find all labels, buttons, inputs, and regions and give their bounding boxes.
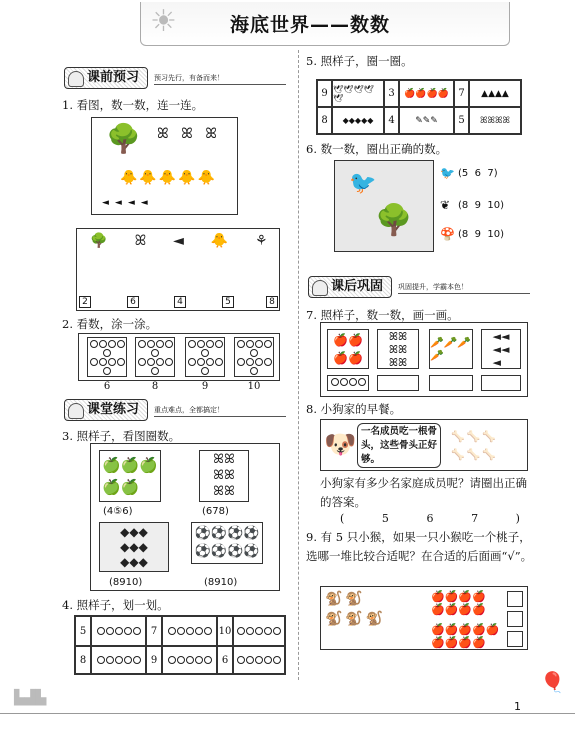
q7-box — [320, 322, 528, 397]
question-9: 9. 有 5 只小猴，如果一只小猴吃一个桃子，选哪一堆比较合适呢？在合适的后面画“√”。 — [306, 530, 533, 563]
q5-pictures[interactable]: ▲▲▲▲ — [469, 80, 521, 107]
classwork-label: 课堂练习 — [64, 399, 148, 421]
q1-icons-row — [77, 233, 281, 249]
fish-icon: ◄◄◄◄ — [102, 198, 154, 208]
q1-number[interactable]: 8 — [266, 296, 278, 308]
tree-icon: 🌳 — [90, 233, 108, 249]
butterfly-icon: ꕤ ꕤ ꕤ — [157, 126, 221, 142]
q8-option[interactable]: 7 — [471, 512, 479, 525]
q5-table — [316, 79, 522, 135]
q5-pictures[interactable]: ✎✎✎ — [399, 107, 454, 134]
q4-number: 8 — [75, 646, 91, 674]
q4-circles[interactable] — [233, 646, 285, 674]
q2-number: 8 — [151, 381, 159, 392]
q4-number: 10 — [217, 616, 233, 646]
q4-number: 6 — [217, 646, 233, 674]
q8-option[interactable]: 6 — [426, 512, 434, 525]
q5-pictures[interactable]: ◆◆◆◆◆ — [332, 107, 384, 134]
question-4: 4. 照样子，划一划。 — [62, 598, 169, 612]
page-title: 海底世界——数数 — [230, 14, 391, 36]
fish-icon: ◄ — [173, 233, 184, 249]
apple-picture: 🍏🍏🍏 🍏🍏 — [99, 450, 161, 502]
question-1: 1. 看图，数一数，连一连。 — [62, 98, 204, 112]
monkey-icon: 🐒🐒 🐒🐒🐒 — [325, 591, 387, 627]
q7-picture: ◄◄ ◄◄ ◄ — [481, 329, 521, 369]
q6-options[interactable]: (5 6 7) — [458, 168, 498, 179]
mushroom-icon: 🍄 — [440, 227, 455, 241]
q1-number[interactable]: 5 — [222, 296, 234, 308]
footer-skyline — [0, 700, 575, 714]
football-picture: ⚽⚽⚽⚽ ⚽⚽⚽⚽ — [191, 522, 263, 564]
tree-icon: 🌳 — [375, 203, 413, 238]
question-6: 6. 数一数，圈出正确的数。 — [306, 142, 448, 156]
q7-answer-box[interactable] — [377, 375, 419, 391]
q3-answer[interactable]: (8910) — [204, 577, 238, 588]
q2-card[interactable] — [185, 337, 225, 392]
butterfly-picture: ꕤꕤ ꕤꕤ ꕤꕤ — [199, 450, 249, 502]
q1-scene-image — [91, 117, 238, 215]
q2-number: 6 — [103, 381, 111, 392]
q2-card[interactable] — [87, 337, 127, 392]
q5-number: 3 — [384, 80, 399, 107]
q4-number: 5 — [75, 616, 91, 646]
q3-answer[interactable]: (4⑤6) — [103, 506, 133, 517]
chick-icon: 🐥 — [210, 233, 229, 249]
q4-circles[interactable] — [233, 616, 285, 646]
speech-bubble: 一名成员吃一根骨头，这些骨头正好够。 — [357, 423, 441, 468]
column-divider — [298, 50, 299, 680]
classwork-slogan: 重点难点，全都搞定！ — [154, 403, 286, 417]
tree-icon: 🌳 — [106, 122, 141, 155]
checkmark-box[interactable] — [507, 591, 523, 607]
q5-pictures[interactable]: 🍎🍎🍎🍎 — [399, 80, 454, 107]
q8-box — [320, 419, 528, 471]
q3-box — [90, 443, 280, 591]
q8-options: ( 5 6 7 ) — [340, 512, 520, 525]
bone-icon: 🦴🦴🦴 🦴🦴🦴 — [451, 430, 499, 461]
bird-icon: 🐦 — [349, 171, 377, 196]
checkmark-box[interactable] — [507, 611, 523, 627]
preview-slogan: 预习先行，有备而来！ — [154, 71, 286, 85]
q3-answer[interactable]: (8910) — [109, 577, 143, 588]
q4-number: 9 — [146, 646, 162, 674]
q3-answer[interactable]: (678) — [202, 506, 229, 517]
q7-picture: 🍎🍎 🍎🍎 — [327, 329, 369, 369]
q5-pictures[interactable]: 🕊🕊🕊🕊🕊 — [332, 80, 384, 107]
sun-icon: ☀ — [150, 4, 177, 39]
building-icon: ▙▟▙ — [14, 690, 47, 706]
q4-circles[interactable] — [162, 646, 217, 674]
q5-number: 8 — [317, 107, 332, 134]
question-5: 5. 照样子，圈一圈。 — [306, 54, 413, 68]
checkmark-box[interactable] — [507, 631, 523, 647]
review-slogan: 巩固提升，学霸本色！ — [398, 280, 530, 294]
q9-box — [320, 586, 528, 650]
q1-number[interactable]: 6 — [127, 296, 139, 308]
bird-icon: 🐦 — [440, 166, 455, 180]
q7-answer-box[interactable] — [429, 375, 473, 391]
dog-icon: 🐶 — [324, 430, 357, 460]
review-label: 课后巩固 — [308, 276, 392, 298]
preview-label: 课前预习 — [64, 67, 148, 89]
question-2: 2. 看数，涂一涂。 — [62, 317, 158, 331]
peach-pile: 🍎🍎🍎🍎 🍎🍎🍎🍎 — [431, 590, 486, 616]
peach-pile: 🍎🍎🍎🍎🍎 🍎🍎🍎🍎 — [431, 623, 500, 649]
q2-box — [78, 333, 280, 392]
q1-number[interactable]: 2 — [79, 296, 91, 308]
q1-match-box — [76, 228, 280, 311]
q4-circles[interactable] — [162, 616, 217, 646]
q2-number: 10 — [247, 381, 261, 392]
q6-scene-image — [334, 160, 434, 252]
flower-icon: ⚘ — [254, 233, 268, 249]
q2-number: 9 — [201, 381, 209, 392]
butterfly-icon: ꕤ — [134, 233, 147, 249]
q8-question: 小狗家有多少名家庭成员呢？请圈出正确的答案。 — [320, 476, 527, 509]
chick-icon: 🐥🐥🐥🐥🐥 — [120, 170, 218, 186]
question-7: 7. 照样子，数一数，画一画。 — [306, 308, 459, 322]
preview-banner — [64, 66, 286, 90]
q2-card[interactable] — [135, 337, 175, 392]
q5-number: 4 — [384, 107, 399, 134]
question-8: 8. 小狗家的早餐。 — [306, 402, 402, 416]
q2-card[interactable] — [234, 337, 274, 392]
q5-number: 9 — [317, 80, 332, 107]
q6-options[interactable]: (8 9 10) — [458, 229, 504, 240]
q4-circles[interactable] — [91, 646, 146, 674]
leaf-icon: ❦ — [440, 198, 451, 212]
q7-answer-box[interactable] — [481, 375, 521, 391]
classwork-banner — [64, 398, 286, 422]
balloon-icon: 🎈 — [540, 670, 565, 694]
review-banner — [308, 275, 530, 299]
fish-picture: ◆◆◆ ◆◆◆ ◆◆◆ — [99, 522, 169, 572]
page-number: 1 — [514, 700, 521, 713]
q6-options[interactable]: (8 9 10) — [458, 200, 504, 211]
q7-picture: ꕤꕤ ꕤꕤ ꕤꕤ — [377, 329, 419, 369]
q5-pictures[interactable]: ꕤꕤꕤꕤ — [469, 107, 521, 134]
q7-picture: 🥕🥕🥕🥕 — [429, 329, 473, 369]
q5-number: 5 — [454, 107, 469, 134]
q7-sample-answer — [327, 375, 369, 391]
question-3: 3. 照样子，看图圈数。 — [62, 429, 181, 443]
q5-number: 7 — [454, 80, 469, 107]
q8-option[interactable]: 5 — [381, 512, 389, 525]
q4-table — [74, 615, 286, 675]
q4-number: 7 — [146, 616, 162, 646]
q4-circles[interactable] — [91, 616, 146, 646]
q1-number[interactable]: 4 — [174, 296, 186, 308]
